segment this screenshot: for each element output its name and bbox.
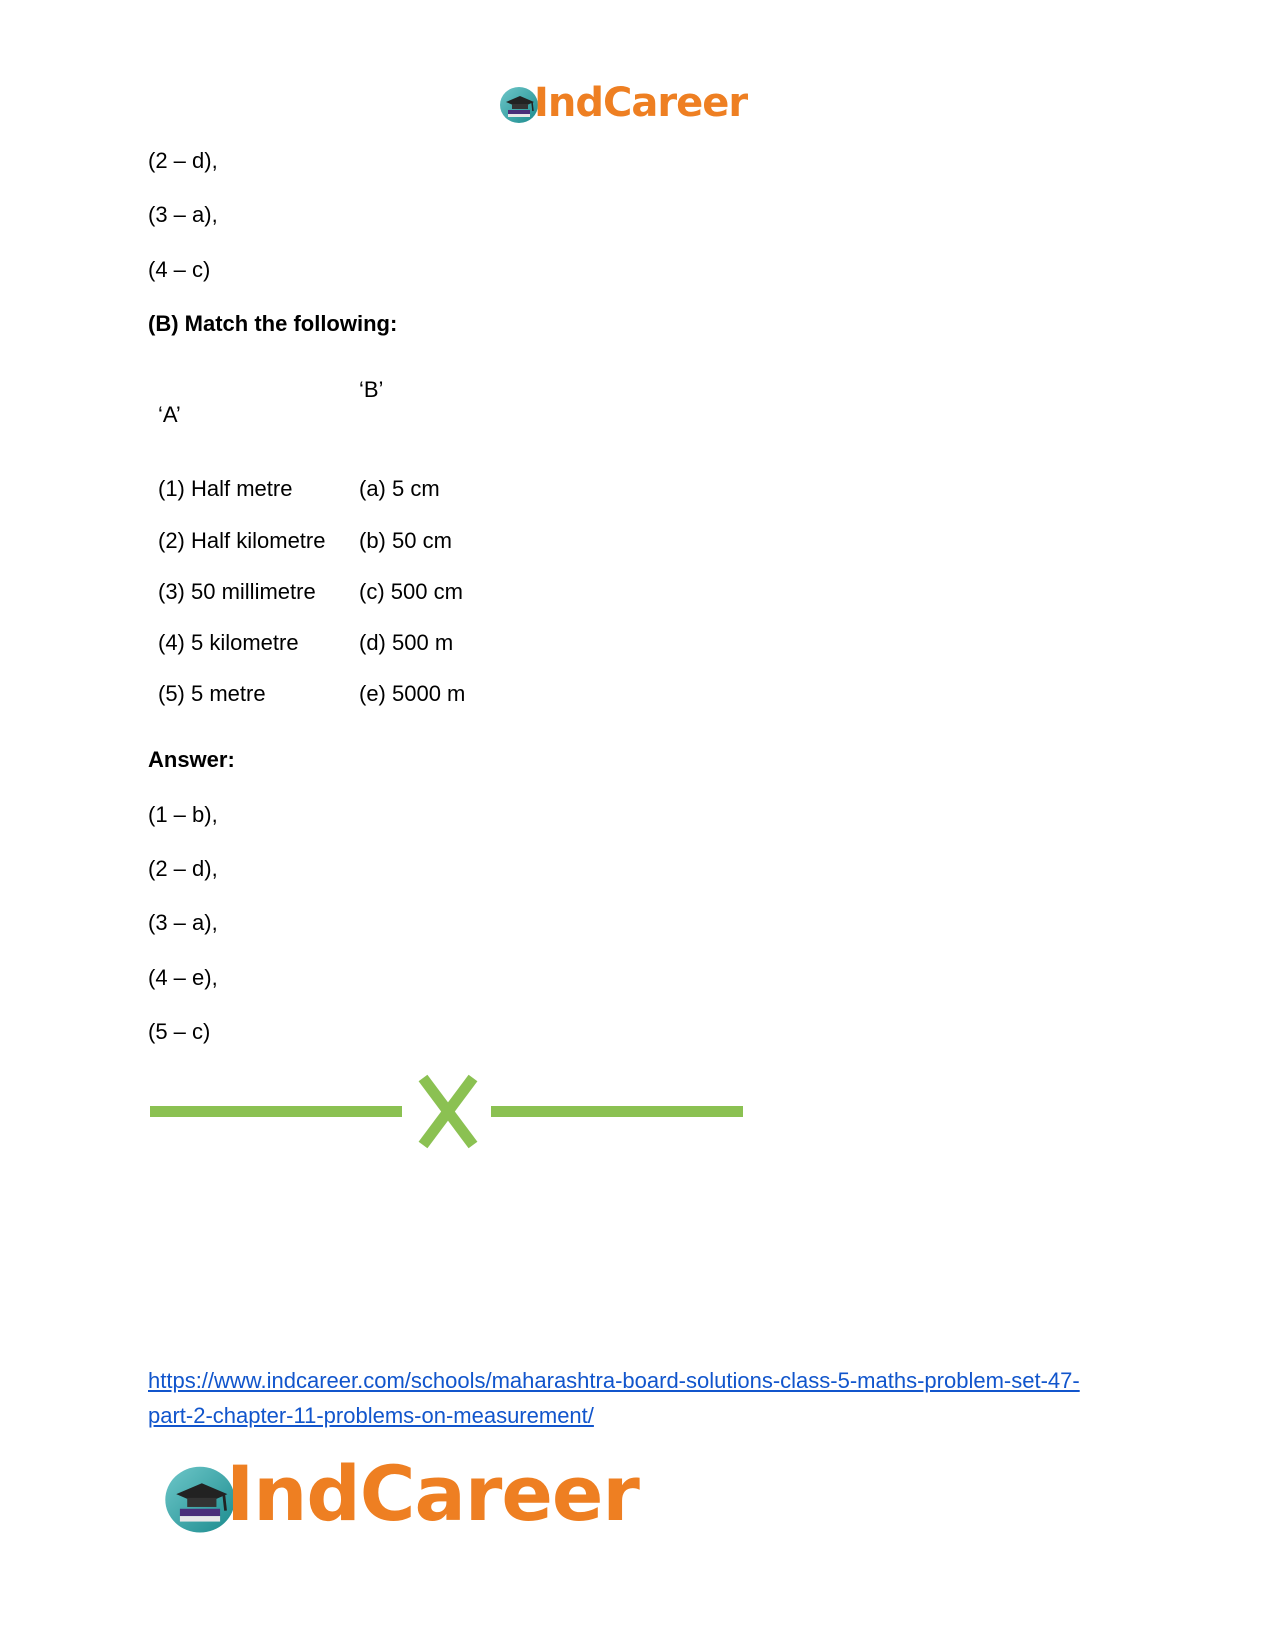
top-answer-2: (3 – a), (148, 202, 218, 227)
column-a-header: ‘A’ (158, 402, 181, 427)
match-row-4-a: (4) 5 kilometre (158, 630, 299, 655)
footer-logo-text: IndCareer (226, 1449, 639, 1538)
answer-item-4: (4 – e), (148, 965, 218, 990)
match-row-1-b: (a) 5 cm (359, 476, 440, 501)
divider-line-right (491, 1106, 743, 1117)
answer-item-3: (3 – a), (148, 910, 218, 935)
header-logo-text: IndCareer (534, 80, 748, 126)
answer-label: Answer: (148, 747, 235, 772)
match-row-4-b: (d) 500 m (359, 630, 454, 655)
footer-logo (158, 1450, 698, 1540)
section-divider (148, 1072, 748, 1152)
match-row-2-b: (b) 50 cm (359, 528, 452, 553)
divider-line-left (150, 1106, 402, 1117)
match-row-3-a: (3) 50 millimetre (158, 579, 316, 604)
section-b-heading: (B) Match the following: (148, 311, 398, 336)
answer-item-5: (5 – c) (148, 1019, 211, 1044)
answer-item-2: (2 – d), (148, 856, 218, 881)
match-row-2-a: (2) Half kilometre (158, 528, 326, 553)
top-answer-3: (4 – c) (148, 257, 211, 282)
header-logo (496, 78, 766, 128)
match-row-5-b: (e) 5000 m (359, 681, 466, 706)
answer-item-1: (1 – b), (148, 802, 218, 827)
match-row-1-a: (1) Half metre (158, 476, 293, 501)
match-row-3-b: (c) 500 cm (359, 579, 463, 604)
column-b-header: ‘B’ (359, 377, 384, 402)
cross-icon (423, 1078, 473, 1145)
top-answer-1: (2 – d), (148, 148, 218, 173)
source-link-line-1[interactable]: https://www.indcareer.com/schools/maharashtra-board-solutions-class-5-maths-problem-set-47- (148, 1368, 1080, 1393)
match-row-5-a: (5) 5 metre (158, 681, 266, 706)
source-link-line-2[interactable]: part-2-chapter-11-problems-on-measurement/ (148, 1403, 594, 1428)
